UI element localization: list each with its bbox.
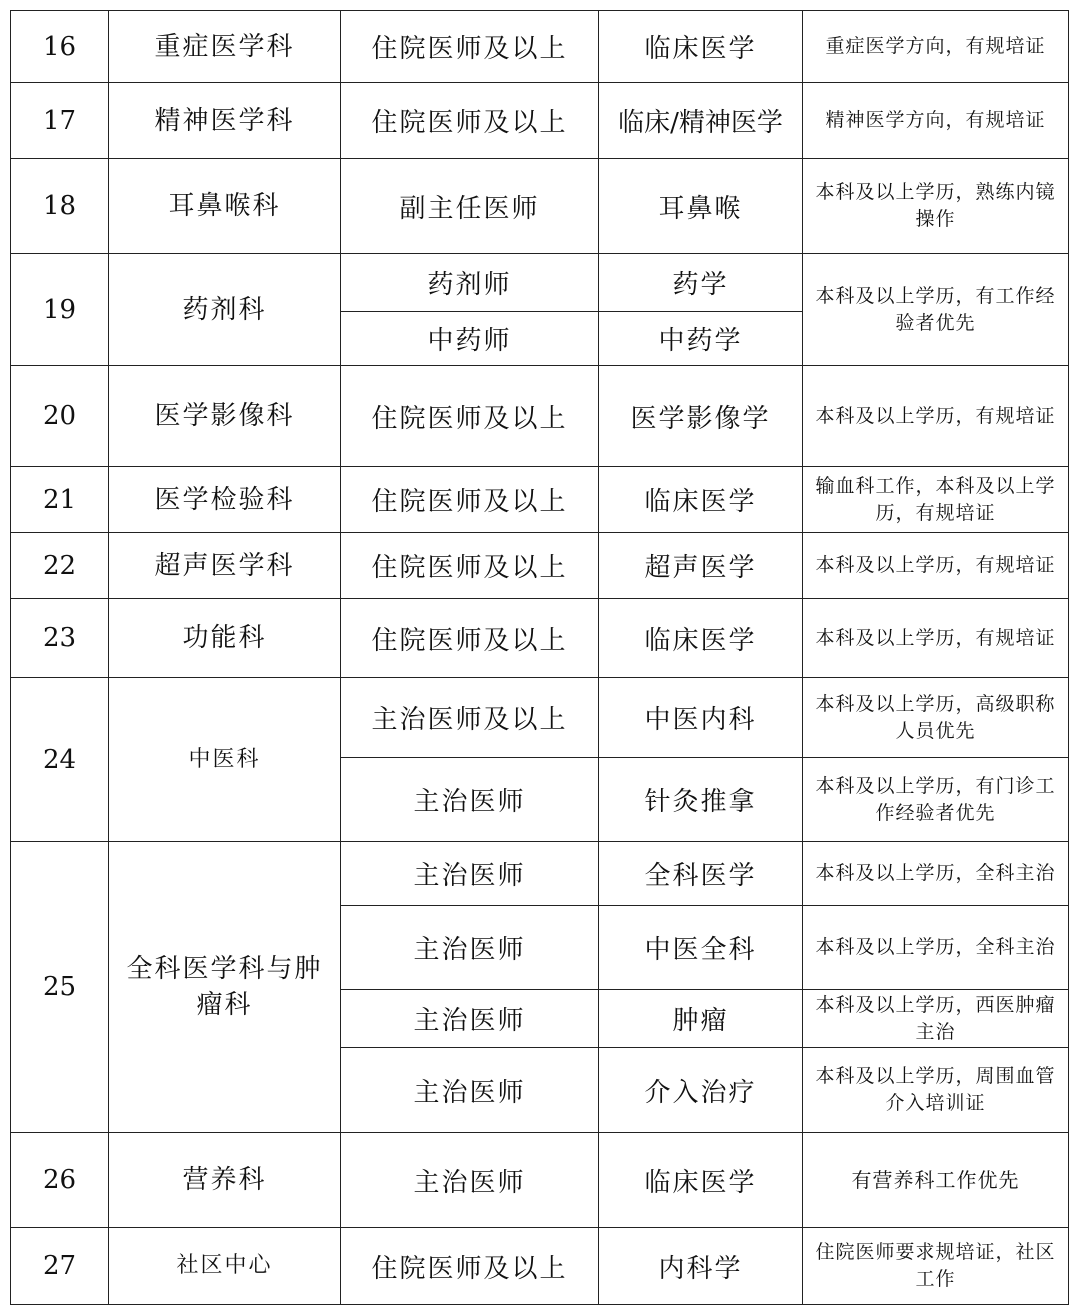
requirements: 住院医师要求规培证，社区工作 — [803, 1228, 1069, 1305]
requirements: 本科及以上学历，有工作经验者优先 — [803, 254, 1069, 366]
position-title: 主治医师及以上 — [341, 678, 599, 758]
table-row — [11, 842, 1069, 906]
department: 中医科 — [109, 678, 341, 842]
row-number: 25 — [11, 842, 109, 1133]
requirements: 有营养科工作优先 — [803, 1133, 1069, 1228]
table-row — [11, 159, 1069, 254]
department: 耳鼻喉科 — [109, 159, 341, 254]
department: 药剂科 — [109, 254, 341, 366]
major: 超声医学 — [599, 533, 803, 599]
row-number: 19 — [11, 254, 109, 366]
major: 中药学 — [599, 312, 803, 366]
position-title: 主治医师 — [341, 1133, 599, 1228]
department: 社区中心 — [109, 1228, 341, 1305]
requirements: 本科及以上学历，有规培证 — [803, 366, 1069, 467]
requirements: 本科及以上学历，熟练内镜操作 — [803, 159, 1069, 254]
table-row — [11, 366, 1069, 467]
table-row — [11, 533, 1069, 599]
table-row — [11, 254, 1069, 312]
recruitment-table — [10, 10, 1069, 1305]
requirements: 本科及以上学历，西医肿瘤主治 — [803, 990, 1069, 1048]
requirements: 本科及以上学历，有规培证 — [803, 533, 1069, 599]
position-title: 药剂师 — [341, 254, 599, 312]
position-title: 住院医师及以上 — [341, 83, 599, 159]
requirements: 本科及以上学历，全科主治 — [803, 906, 1069, 990]
position-title: 住院医师及以上 — [341, 1228, 599, 1305]
position-title: 主治医师 — [341, 906, 599, 990]
major: 全科医学 — [599, 842, 803, 906]
major: 耳鼻喉 — [599, 159, 803, 254]
major: 针灸推拿 — [599, 758, 803, 842]
position-title: 住院医师及以上 — [341, 533, 599, 599]
major: 医学影像学 — [599, 366, 803, 467]
position-title: 副主任医师 — [341, 159, 599, 254]
major: 肿瘤 — [599, 990, 803, 1048]
requirements: 本科及以上学历，高级职称人员优先 — [803, 678, 1069, 758]
requirements: 本科及以上学历，周围血管介入培训证 — [803, 1048, 1069, 1133]
department: 营养科 — [109, 1133, 341, 1228]
row-number: 27 — [11, 1228, 109, 1305]
table-row — [11, 11, 1069, 83]
major: 中医内科 — [599, 678, 803, 758]
position-title: 住院医师及以上 — [341, 11, 599, 83]
major: 介入治疗 — [599, 1048, 803, 1133]
row-number: 26 — [11, 1133, 109, 1228]
row-number: 16 — [11, 11, 109, 83]
department: 医学检验科 — [109, 467, 341, 533]
major: 中医全科 — [599, 906, 803, 990]
row-number: 21 — [11, 467, 109, 533]
department: 重症医学科 — [109, 11, 341, 83]
department: 精神医学科 — [109, 83, 341, 159]
requirements: 本科及以上学历，全科主治 — [803, 842, 1069, 906]
position-title: 住院医师及以上 — [341, 467, 599, 533]
requirements: 精神医学方向，有规培证 — [803, 83, 1069, 159]
row-number: 24 — [11, 678, 109, 842]
major: 药学 — [599, 254, 803, 312]
major: 临床/精神医学 — [599, 83, 803, 159]
requirements: 重症医学方向，有规培证 — [803, 11, 1069, 83]
position-title: 主治医师 — [341, 758, 599, 842]
position-title: 主治医师 — [341, 990, 599, 1048]
position-title: 主治医师 — [341, 842, 599, 906]
requirements: 本科及以上学历，有门诊工作经验者优先 — [803, 758, 1069, 842]
department: 医学影像科 — [109, 366, 341, 467]
major: 临床医学 — [599, 1133, 803, 1228]
department: 全科医学科与肿瘤科 — [109, 842, 341, 1133]
requirements: 输血科工作，本科及以上学历，有规培证 — [803, 467, 1069, 533]
table-row — [11, 1133, 1069, 1228]
row-number: 23 — [11, 599, 109, 678]
major: 内科学 — [599, 1228, 803, 1305]
position-title: 主治医师 — [341, 1048, 599, 1133]
department: 功能科 — [109, 599, 341, 678]
requirements: 本科及以上学历，有规培证 — [803, 599, 1069, 678]
row-number: 20 — [11, 366, 109, 467]
position-title: 住院医师及以上 — [341, 366, 599, 467]
row-number: 17 — [11, 83, 109, 159]
row-number: 18 — [11, 159, 109, 254]
row-number: 22 — [11, 533, 109, 599]
table-row — [11, 467, 1069, 533]
table-row — [11, 1228, 1069, 1305]
position-title: 中药师 — [341, 312, 599, 366]
department: 超声医学科 — [109, 533, 341, 599]
table-row — [11, 599, 1069, 678]
major: 临床医学 — [599, 467, 803, 533]
position-title: 住院医师及以上 — [341, 599, 599, 678]
table-row — [11, 83, 1069, 159]
table-row — [11, 678, 1069, 758]
major: 临床医学 — [599, 599, 803, 678]
major: 临床医学 — [599, 11, 803, 83]
